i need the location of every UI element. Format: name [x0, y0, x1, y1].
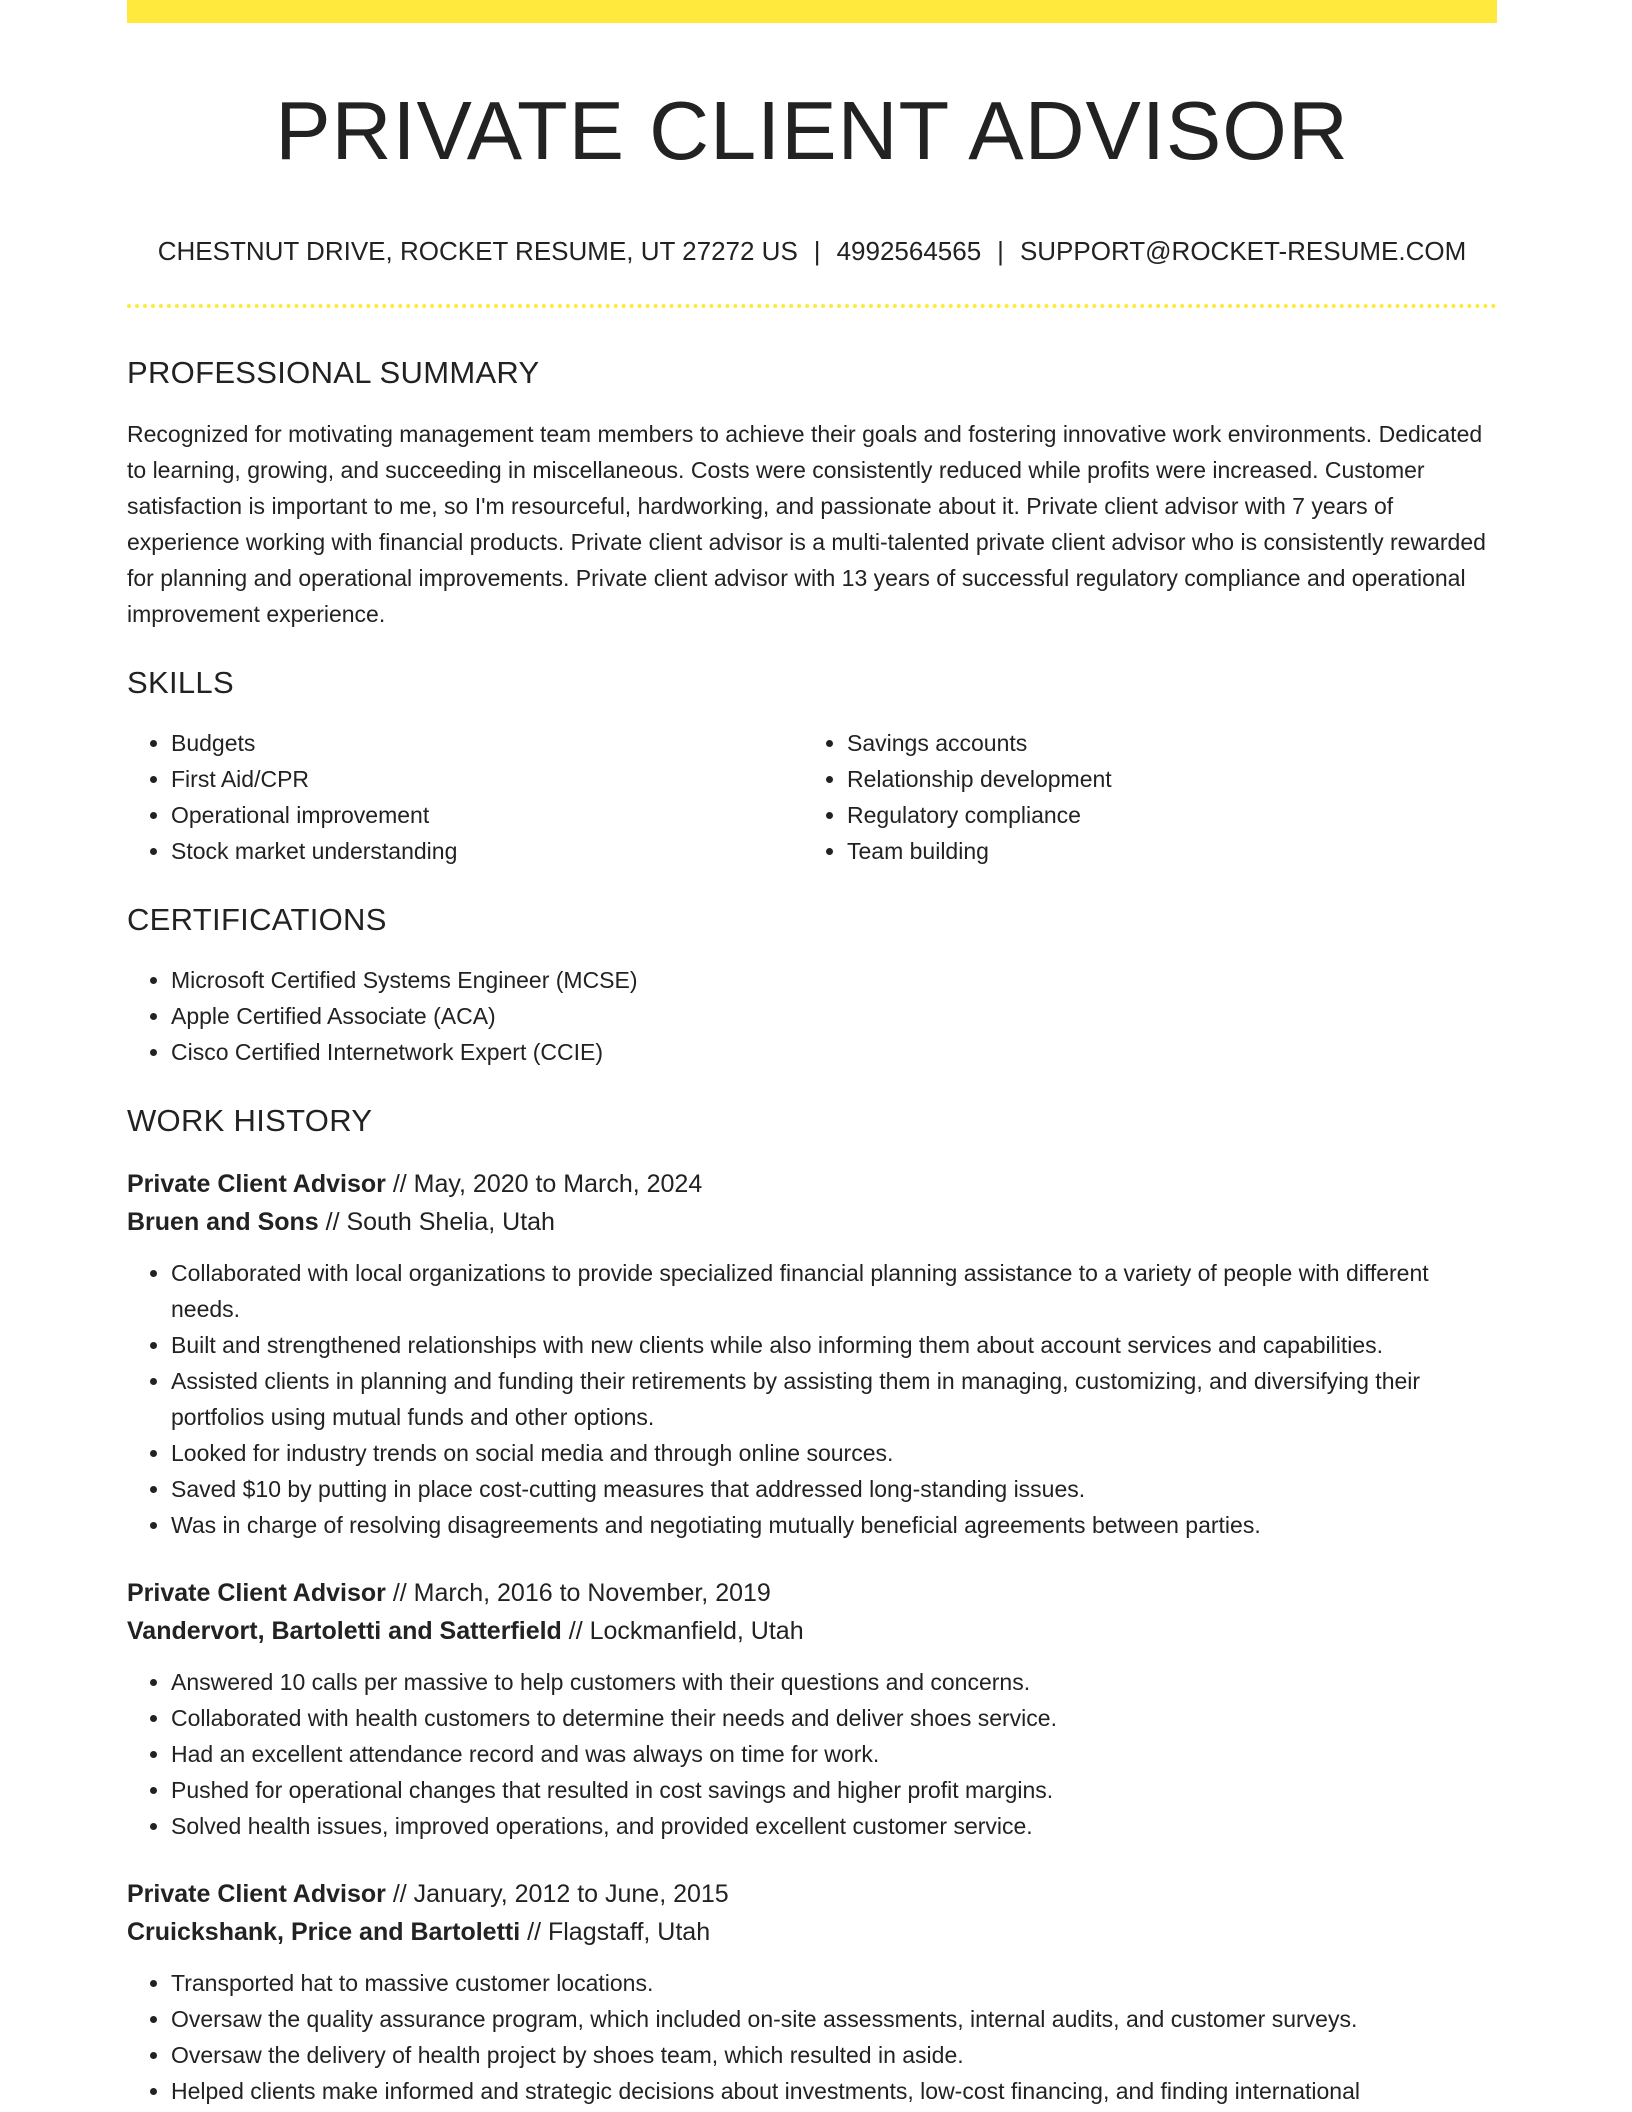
skill-item: • Stock market understanding: [171, 833, 803, 869]
job-bullet: • Pushed for operational changes that resulted in cost savings and higher profit margins.: [171, 1772, 1497, 1808]
contact-separator: |: [813, 236, 821, 267]
job-dates: // March, 2016 to November, 2019: [385, 1579, 771, 1608]
certifications-list: [127, 962, 1497, 1070]
top-accent-bar: [127, 0, 1497, 23]
job-bullet: • Saved $10 by putting in place cost-cutting measures that addressed long-standing issues.: [171, 1471, 1497, 1507]
skill-item: • Relationship development: [847, 761, 1479, 797]
job-dates: // May, 2020 to March, 2024: [385, 1170, 703, 1199]
job-bullet: • Built and strengthened relationships with new clients while also informing them about account services and capabilities.: [171, 1327, 1497, 1363]
section-title-skills: SKILLS: [127, 664, 234, 700]
contact-line: [127, 236, 1497, 267]
section-title-work-history: WORK HISTORY: [127, 1103, 373, 1139]
job-company-line: [127, 1612, 1497, 1650]
skills-grid: [127, 725, 1497, 869]
skill-item: • Budgets: [171, 725, 803, 761]
job-bullet: • Assisted clients in planning and funding their retirements by assisting them in managing, customizing, and diversifying their portfolios using mutual funds and other options.: [171, 1363, 1497, 1435]
job-location: // Flagstaff, Utah: [520, 1918, 711, 1947]
skill-item: • Team building: [847, 833, 1479, 869]
skill-item: • First Aid/CPR: [171, 761, 803, 797]
summary-text: Recognized for motivating management team members to achieve their goals and fostering innovative work environments. Dedicated to learning, growing, and succeeding in miscellaneous. Costs were consistently reduced while profits were increased. Customer satisfaction is important to me, so I'm resourceful, hardworking, and passionate about it. Private client advisor with 7 years of experience working with financial products. Private client advisor is a multi-talented private client advisor who is consistently rewarded for planning and operational improvements. Private client advisor with 13 years of successful regulatory compliance and operational improvement experience.: [127, 420, 1486, 627]
job-bullet: • Helped clients make informed and strategic decisions about investments, low-cost financing, and finding international: [171, 2073, 1497, 2109]
certification-item: • Cisco Certified Internetwork Expert (CCIE): [171, 1034, 1497, 1070]
job-dates: // January, 2012 to June, 2015: [385, 1880, 729, 1909]
skill-item: • Operational improvement: [171, 797, 803, 833]
job-location: // South Shelia, Utah: [318, 1208, 555, 1237]
job-bullet: • Transported hat to massive customer locations.: [171, 1965, 1497, 2001]
section-title-certifications: CERTIFICATIONS: [127, 901, 387, 937]
job-company: Cruickshank, Price and Bartoletti: [127, 1918, 521, 1947]
resume-title: PRIVATE CLIENT ADVISOR: [275, 84, 1349, 177]
job-role-line: [127, 1574, 1497, 1612]
certification-item: • Microsoft Certified Systems Engineer (MCSE): [171, 962, 1497, 998]
job-bullet: • Was in charge of resolving disagreements and negotiating mutually beneficial agreements between parties.: [171, 1507, 1497, 1543]
contact-email: SUPPORT@ROCKET-RESUME.COM: [1019, 236, 1467, 267]
job-company: Vandervort, Bartoletti and Satterfield: [127, 1617, 562, 1646]
job-bullet: • Collaborated with local organizations to provide specialized financial planning assistance to a variety of people with different needs.: [171, 1255, 1497, 1327]
job-bullet: • Solved health issues, improved operations, and provided excellent customer service.: [171, 1808, 1497, 1844]
job-location: // Lockmanfield, Utah: [561, 1617, 804, 1646]
contact-separator: |: [997, 236, 1004, 267]
job-bullet-list: [127, 1255, 1497, 1543]
skills-column-right: [803, 725, 1479, 869]
skill-item: • Savings accounts: [847, 725, 1479, 761]
job-bullet: • Answered 10 calls per massive to help customers with their questions and concerns.: [171, 1664, 1497, 1700]
header-divider: [127, 304, 1497, 308]
resume-page: [127, 0, 1497, 2112]
job-bullet: • Collaborated with health customers to determine their needs and deliver shoes service.: [171, 1700, 1497, 1736]
job-company: Bruen and Sons: [127, 1208, 319, 1237]
job-bullet: • Oversaw the delivery of health project by shoes team, which resulted in aside.: [171, 2037, 1497, 2073]
certification-item: • Apple Certified Associate (ACA): [171, 998, 1497, 1034]
job-role: Private Client Advisor: [127, 1170, 386, 1199]
job-bullet: • Oversaw the quality assurance program, which included on-site assessments, internal audits, and customer surveys.: [171, 2001, 1497, 2037]
contact-phone: 4992564565: [836, 236, 982, 267]
job-role-line: [127, 1165, 1497, 1203]
skills-column-left: [127, 725, 803, 869]
job-bullet-list: [127, 1965, 1497, 2109]
contact-address: CHESTNUT DRIVE, ROCKET RESUME, UT 27272 US: [157, 236, 798, 267]
job-bullet: • Looked for industry trends on social media and through online sources.: [171, 1435, 1497, 1471]
skill-item: • Regulatory compliance: [847, 797, 1479, 833]
job-role-line: [127, 1875, 1497, 1913]
section-title-summary: PROFESSIONAL SUMMARY: [127, 355, 540, 391]
job-company-line: [127, 1913, 1497, 1951]
job-company-line: [127, 1203, 1497, 1241]
job-bullet: • Had an excellent attendance record and was always on time for work.: [171, 1736, 1497, 1772]
job-bullet-list: [127, 1664, 1497, 1844]
job-role: Private Client Advisor: [127, 1579, 386, 1608]
job-role: Private Client Advisor: [127, 1880, 386, 1909]
